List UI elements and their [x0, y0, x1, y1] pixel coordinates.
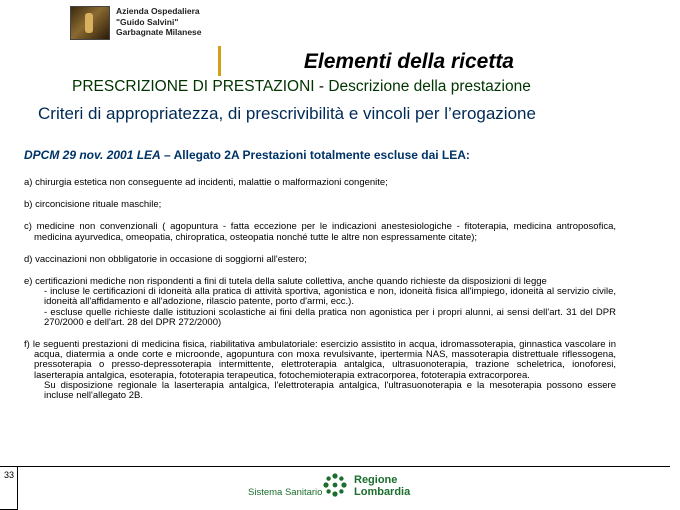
hospital-name-line-3: Garbagnate Milanese — [116, 27, 202, 37]
dpcm-heading — [24, 148, 470, 162]
list-item-d: d) vaccinazioni non obbligatorie in occasione di soggiorni all'estero; — [24, 253, 307, 265]
regione-lombardia-label — [354, 474, 410, 498]
page-number: 33 — [4, 470, 15, 480]
rosa-camuna-icon — [322, 472, 348, 498]
list-item-c: c) medicine non convenzionali ( agopuntura - fatta eccezione per le indicazioni anestesiologiche - fitoterapia, medicina antroposofica, medicina ayurvedica, omeopatia, chiropratica, osteopatia nonché tutte le altre non espressamente citate); — [24, 221, 616, 243]
list-item-f-sub: Su disposizione regionale la laserterapia antalgica, l'elettroterapia antalgica, l'ultrasuonoterapia e la mesoterapia possono essere incluse nell'allegato 2B. — [44, 379, 616, 402]
list-item-e — [24, 277, 616, 328]
dpcm-description: – Allegato 2A Prestazioni totalmente escluse dai LEA: — [160, 148, 470, 162]
slide-title: Elementi della ricetta — [303, 50, 514, 73]
list-item-a: a) chirurgia estetica non conseguente ad incidenti, malattie o malformazioni congenite; — [24, 177, 388, 188]
list-item-e-sub-2: - escluse quelle richieste dalle istituzioni scolastiche ai fini della pratica non agonistica per i propri alunni, ai sensi dell'art. 31 del DPR 270/2000 e dell'art. 28 del DPR 272/2000) — [44, 306, 616, 328]
hospital-name-line-1: Azienda Ospedaliera — [116, 6, 200, 16]
hospital-name-line-2: "Guido Salvini" — [116, 16, 179, 27]
subtitle-separator: - — [314, 78, 329, 95]
list-item-f — [24, 340, 616, 401]
subtitle-part-1: PRESCRIZIONE DI PRESTAZIONI — [72, 78, 315, 95]
slide-subtitle — [72, 78, 531, 96]
hospital-logo-icon — [70, 6, 110, 40]
list-item-f-main: f) le seguenti prestazioni di medicina fisica, riabilitativa ambulatoriale: esercizio assistito in acqua, idromassoterapia, ginnastica vascolare in acqua, diatermia a onde corte e microonde, agopuntura con moxa revulsivante, ipertermia NAS, massoterapia distrettuale riflessogena, pressoterapia o presso-depressoterapia intermittente, elettroterapia antalgica, ultrasuonoterapia, trazione scheletrica, ionoforesi, laserterapia antalgica, esoterapia, fototerapia terapeutica, fotochemioterapia extracorporea, fototerapia extracorporea. — [24, 339, 616, 381]
footer-divider — [17, 466, 670, 467]
regione-label: Regione — [354, 474, 398, 486]
list-item-b: b) circoncisione rituale maschile; — [24, 199, 162, 211]
list-item-e-sub-1: - incluse le certificazioni di idoneità alla pratica di attività sportiva, agonistica e non, idoneità fisica all'impiego, idoneità al servizio civile, idoneità all'affidamento e all'adozione, rilascio patente, porto d'armi, ecc.). — [44, 286, 616, 308]
subtitle-part-2: Descrizione della prestazione — [328, 78, 531, 95]
hospital-name — [116, 6, 202, 38]
sistema-sanitario-label: Sistema Sanitario — [248, 487, 323, 498]
list-item-e-main: e) certificazioni mediche non rispondenti a fini di tutela della salute collettiva, anche quando richieste da disposizioni di legge — [24, 276, 547, 288]
hospital-header — [70, 6, 220, 40]
lombardia-label: Lombardia — [354, 486, 411, 498]
dpcm-reference: DPCM 29 nov. 2001 LEA — [24, 148, 161, 162]
criteri-heading: Criteri di appropriatezza, di prescrivibilità e vincoli per l’erogazione — [38, 104, 536, 123]
exclusion-list — [24, 178, 616, 413]
